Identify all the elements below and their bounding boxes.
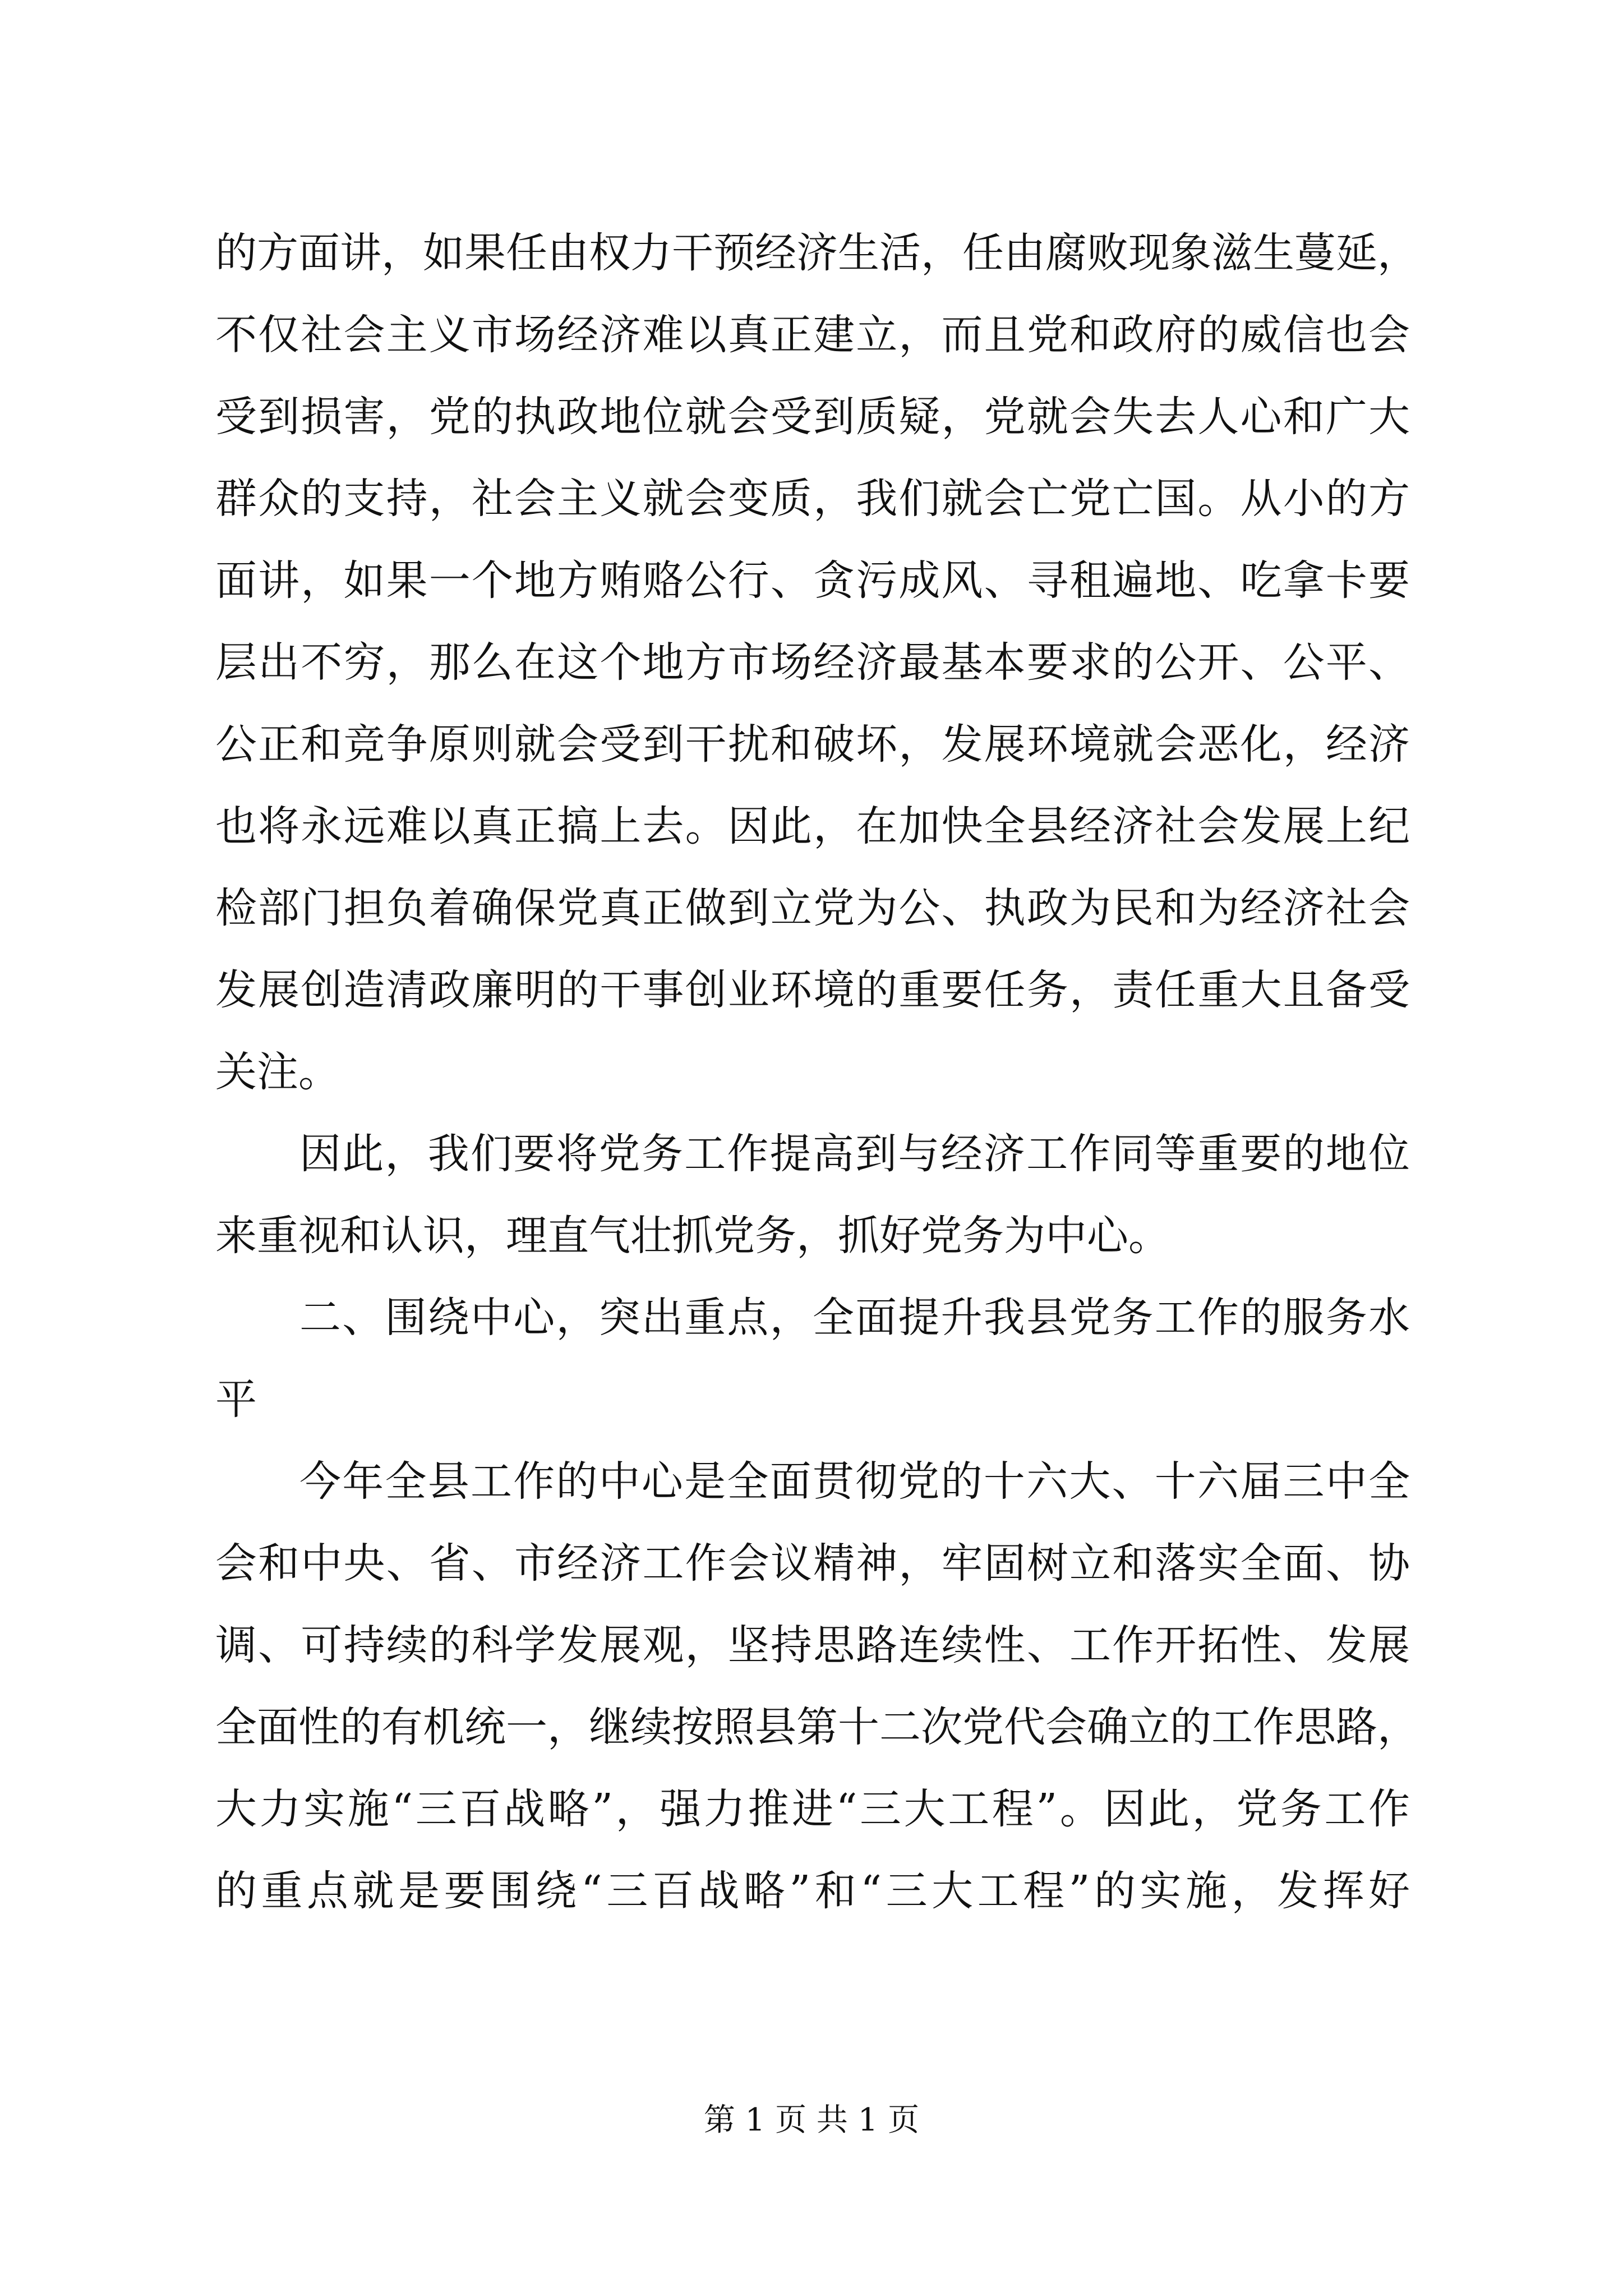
text-line: 的方面讲，如果任由权力干预经济生活，任由腐败现象滋生蔓延，: [215, 229, 1419, 277]
text-line: 面讲，如果一个地方贿赂公行、贪污成风、寻租遍地、吃拿卡要: [215, 556, 1410, 605]
text-line: 调、可持续的科学发展观，坚持思路连续性、工作开拓性、发展: [215, 1621, 1410, 1669]
body-text: [215, 212, 1419, 1932]
text-line: 会和中央、省、市经济工作会议精神，牢固树立和落实全面、协: [215, 1539, 1410, 1588]
text-line: 检部门担负着确保党真正做到立党为公、执政为民和为经济社会: [215, 884, 1410, 932]
text-line: 受到损害，党的执政地位就会受到质疑，党就会失去人心和广大: [215, 393, 1410, 441]
text-line: 发展创造清政廉明的干事创业环境的重要任务，责任重大且备受: [215, 966, 1410, 1014]
text-line: 今年全县工作的中心是全面贯彻党的十六大、十六届三中全: [299, 1457, 1410, 1506]
page-number-label: 第 1 页 共 1 页: [703, 2102, 920, 2138]
text-line: 因此，我们要将党务工作提高到与经济工作同等重要的地位: [299, 1130, 1410, 1178]
text-line: 公正和竞争原则就会受到干扰和破坏，发展环境就会恶化，经济: [215, 720, 1410, 769]
text-line: 全面性的有机统一，继续按照县第十二次党代会确立的工作思路，: [215, 1703, 1419, 1751]
text-line: 也将永远难以真正搞上去。因此，在加快全县经济社会发展上纪: [215, 802, 1410, 850]
section-heading-line: 平: [215, 1375, 257, 1424]
page-footer: [0, 2098, 1623, 2143]
text-line: 层出不穷，那么在这个地方市场经济最基本要求的公开、公平、: [215, 638, 1410, 687]
text-line: 大力实施“三百战略”，强力推进“三大工程”。因此，党务工作: [215, 1785, 1410, 1833]
text-line: 关注。: [215, 1048, 340, 1096]
text-line: 群众的支持，社会主义就会变质，我们就会亡党亡国。从小的方: [215, 475, 1410, 523]
text-line: 的重点就是要围绕“三百战略”和“三大工程”的实施，发挥好: [215, 1867, 1410, 1915]
section-heading-line: 二、围绕中心，突出重点，全面提升我县党务工作的服务水: [299, 1294, 1410, 1342]
text-line: 来重视和认识，理直气壮抓党务，抓好党务为中心。: [215, 1212, 1170, 1260]
text-line: 不仅社会主义市场经济难以真正建立，而且党和政府的威信也会: [215, 311, 1410, 359]
